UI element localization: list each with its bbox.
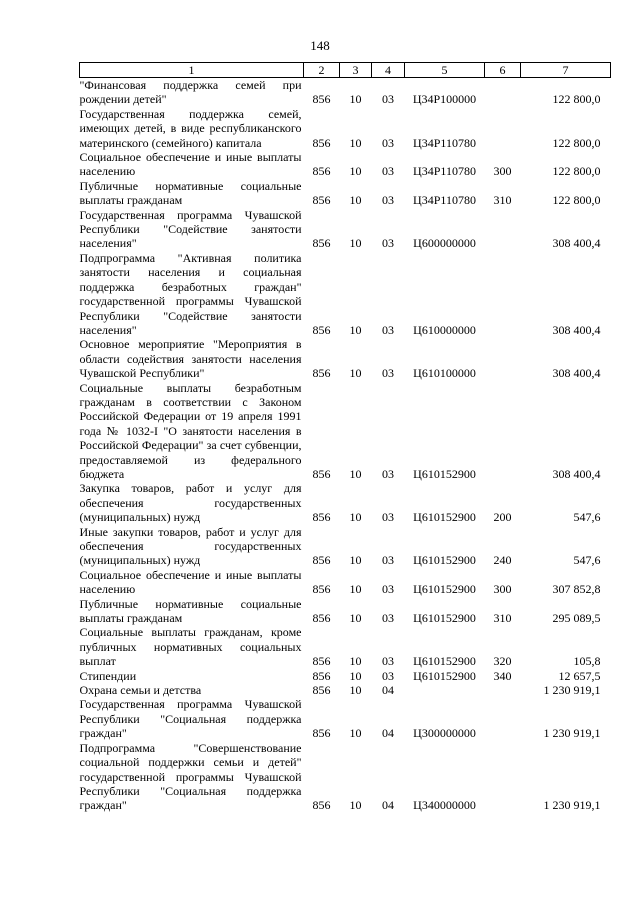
row-target-article: Ц610152900 xyxy=(413,668,476,683)
page-number: 148 xyxy=(310,38,330,53)
header-col-7: 7 xyxy=(521,63,611,78)
row-target-article: Ц340000000 xyxy=(413,798,476,813)
table-body xyxy=(80,78,611,813)
row-expense-type: 310 xyxy=(493,193,512,208)
table-row xyxy=(80,208,611,251)
table-row xyxy=(80,179,611,208)
row-name: Социальное обеспечение и иные выплаты населению xyxy=(79,567,302,597)
row-expense-type xyxy=(485,381,521,482)
row-ministry-code: 856 xyxy=(312,654,331,669)
table-row xyxy=(80,107,611,150)
row-amount: 122 800,0 xyxy=(552,164,601,179)
row-ministry-code: 856 xyxy=(312,92,331,107)
row-section-code: 10 xyxy=(349,726,362,741)
table-row xyxy=(80,683,611,697)
row-target-article: Ц610152900 xyxy=(413,553,476,568)
row-amount: 547,6 xyxy=(573,510,601,525)
row-name: Охрана семьи и детства xyxy=(79,683,202,698)
row-target-article: Ц34Р110780 xyxy=(413,193,476,208)
row-expense-type xyxy=(485,337,521,380)
row-amount: 1 230 919,1 xyxy=(543,683,601,698)
row-target-article: Ц610152900 xyxy=(413,654,476,669)
row-name: Государственная программа Чувашской Республики "Содействие занятости населения" xyxy=(79,207,302,251)
row-amount: 122 800,0 xyxy=(552,193,601,208)
row-name: Публичные нормативные социальные выплаты гражданам xyxy=(79,178,302,208)
row-subsection-code: 03 xyxy=(382,193,394,208)
row-expense-type: 340 xyxy=(493,668,512,683)
row-amount: 122 800,0 xyxy=(552,135,601,150)
row-section-code: 10 xyxy=(349,611,362,626)
row-ministry-code: 856 xyxy=(312,322,331,337)
row-expense-type: 320 xyxy=(493,654,512,669)
row-ministry-code: 856 xyxy=(312,164,331,179)
row-expense-type xyxy=(485,683,521,697)
row-name: Закупка товаров, работ и услуг для обеспечения государственных (муниципальных) нужд xyxy=(79,481,302,525)
row-target-article: Ц34Р100000 xyxy=(412,92,477,107)
row-name: "Финансовая поддержка семей при рождении детей" xyxy=(79,78,302,107)
row-ministry-code: 856 xyxy=(312,668,331,683)
row-section-code: 10 xyxy=(349,135,362,150)
row-expense-type: 300 xyxy=(493,582,512,597)
row-amount: 1 230 919,1 xyxy=(543,726,601,741)
row-subsection-code: 04 xyxy=(382,683,394,698)
row-subsection-code: 03 xyxy=(382,236,394,251)
row-section-code: 10 xyxy=(349,510,362,525)
row-target-article: Ц610100000 xyxy=(413,366,476,381)
row-ministry-code: 856 xyxy=(312,466,331,481)
row-ministry-code: 856 xyxy=(312,798,331,813)
table-row xyxy=(80,568,611,597)
row-ministry-code: 856 xyxy=(312,726,331,741)
row-name: Основное мероприятие "Мероприятия в области содействия занятости населения Чувашской Республики" xyxy=(79,337,302,381)
header-col-1: 1 xyxy=(80,63,304,78)
row-amount: 122 800,0 xyxy=(552,92,601,107)
row-name: Социальные выплаты гражданам, кроме публичных нормативных социальных выплат xyxy=(79,625,302,669)
row-section-code: 10 xyxy=(349,92,362,107)
row-ministry-code: 856 xyxy=(312,510,331,525)
table-row xyxy=(80,381,611,482)
row-section-code: 10 xyxy=(349,553,362,568)
row-section-code: 10 xyxy=(349,236,362,251)
row-expense-type xyxy=(485,251,521,337)
header-col-3: 3 xyxy=(340,63,372,78)
row-section-code: 10 xyxy=(349,193,362,208)
row-subsection-code: 03 xyxy=(382,611,394,626)
row-ministry-code: 856 xyxy=(312,582,331,597)
table-row xyxy=(80,481,611,524)
row-expense-type xyxy=(485,107,521,150)
row-subsection-code: 03 xyxy=(382,553,394,568)
row-subsection-code: 04 xyxy=(382,798,394,813)
table-row xyxy=(80,150,611,179)
row-name: Подпрограмма "Совершенствование социальной поддержки семьи и детей" государственной программы Чувашской Республики "Социальная поддержка граждан" xyxy=(79,740,302,813)
table-row xyxy=(80,525,611,568)
table-row xyxy=(80,669,611,683)
row-expense-type xyxy=(485,78,521,107)
row-name: Подпрограмма "Активная политика занятости населения и социальная поддержка безработных граждан" государственной программы Чувашской Республики "Содействие занятости населения" xyxy=(79,250,302,337)
row-expense-type xyxy=(485,697,521,740)
table-row xyxy=(80,251,611,337)
row-section-code: 10 xyxy=(349,668,362,683)
header-col-4: 4 xyxy=(372,63,405,78)
row-subsection-code: 04 xyxy=(382,726,394,741)
row-name: Государственная поддержка семей, имеющих детей, в виде республиканского материнского (семейного) капитала xyxy=(79,106,302,150)
table-row xyxy=(80,741,611,813)
row-section-code: 10 xyxy=(349,654,362,669)
row-ministry-code: 856 xyxy=(312,366,331,381)
row-ministry-code: 856 xyxy=(312,193,331,208)
row-ministry-code: 856 xyxy=(312,611,331,626)
row-ministry-code: 856 xyxy=(312,135,331,150)
row-section-code: 10 xyxy=(349,366,362,381)
row-subsection-code: 03 xyxy=(382,466,394,481)
row-subsection-code: 03 xyxy=(382,654,394,669)
row-subsection-code: 03 xyxy=(382,582,394,597)
header-col-6: 6 xyxy=(485,63,521,78)
row-target-article: Ц610152900 xyxy=(413,582,476,597)
row-expense-type: 200 xyxy=(493,510,512,525)
row-target-article: Ц610000000 xyxy=(413,322,476,337)
row-ministry-code: 856 xyxy=(312,683,331,698)
row-expense-type: 310 xyxy=(493,611,512,626)
row-amount: 308 400,4 xyxy=(552,322,601,337)
row-expense-type: 240 xyxy=(493,553,512,568)
table-header xyxy=(80,63,611,78)
row-amount: 12 657,5 xyxy=(558,668,601,683)
row-subsection-code: 03 xyxy=(382,164,394,179)
row-section-code: 10 xyxy=(349,798,362,813)
row-section-code: 10 xyxy=(349,466,362,481)
row-amount: 547,6 xyxy=(573,553,601,568)
row-target-article: Ц610152900 xyxy=(413,510,476,525)
row-amount: 1 230 919,1 xyxy=(543,798,601,813)
row-target-article: Ц610152900 xyxy=(413,611,476,626)
row-subsection-code: 03 xyxy=(382,322,394,337)
table-row xyxy=(80,697,611,740)
row-target-article: Ц600000000 xyxy=(413,236,476,251)
row-amount: 295 089,5 xyxy=(552,611,601,626)
row-amount: 308 400,4 xyxy=(552,236,601,251)
row-subsection-code: 03 xyxy=(382,668,394,683)
row-name: Социальное обеспечение и иные выплаты населению xyxy=(79,150,302,179)
row-amount: 307 852,8 xyxy=(552,582,601,597)
row-expense-type xyxy=(485,741,521,813)
row-section-code: 10 xyxy=(349,164,362,179)
row-amount: 308 400,4 xyxy=(552,366,601,381)
row-subsection-code: 03 xyxy=(382,510,394,525)
row-expense-type xyxy=(485,208,521,251)
row-expense-type: 300 xyxy=(493,164,512,179)
row-section-code: 10 xyxy=(349,322,362,337)
row-target-article: Ц300000000 xyxy=(413,726,476,741)
row-target-article xyxy=(405,683,485,697)
row-name: Публичные нормативные социальные выплаты гражданам xyxy=(79,596,302,626)
row-subsection-code: 03 xyxy=(382,135,394,150)
row-amount: 105,8 xyxy=(573,654,601,669)
row-name: Иные закупки товаров, работ и услуг для обеспечения государственных (муниципальных) нужд xyxy=(79,524,302,568)
row-ministry-code: 856 xyxy=(312,236,331,251)
table-row xyxy=(80,337,611,380)
row-name: Государственная программа Чувашской Республики "Социальная поддержка граждан" xyxy=(79,697,302,741)
row-section-code: 10 xyxy=(349,582,362,597)
row-target-article: Ц34Р110780 xyxy=(413,135,476,150)
budget-table xyxy=(79,62,611,813)
header-col-5: 5 xyxy=(405,63,485,78)
table-row xyxy=(80,597,611,626)
row-ministry-code: 856 xyxy=(312,553,331,568)
row-subsection-code: 03 xyxy=(382,366,394,381)
row-target-article: Ц34Р110780 xyxy=(413,164,476,179)
table-row xyxy=(80,625,611,668)
row-subsection-code: 03 xyxy=(382,92,394,107)
row-section-code: 10 xyxy=(349,683,362,698)
row-name: Стипендии xyxy=(79,668,137,683)
table-row xyxy=(80,78,611,107)
header-col-2: 2 xyxy=(304,63,340,78)
row-target-article: Ц610152900 xyxy=(413,466,476,481)
row-amount: 308 400,4 xyxy=(552,466,601,481)
row-name: Социальные выплаты безработным гражданам в соответствии с Законом Российской Федерации от 19 апреля 1991 года № 1032-I "О занятости населения в Российской Федерации" за счет субвенции, предоставляемой из федерального бюджета xyxy=(79,380,302,481)
